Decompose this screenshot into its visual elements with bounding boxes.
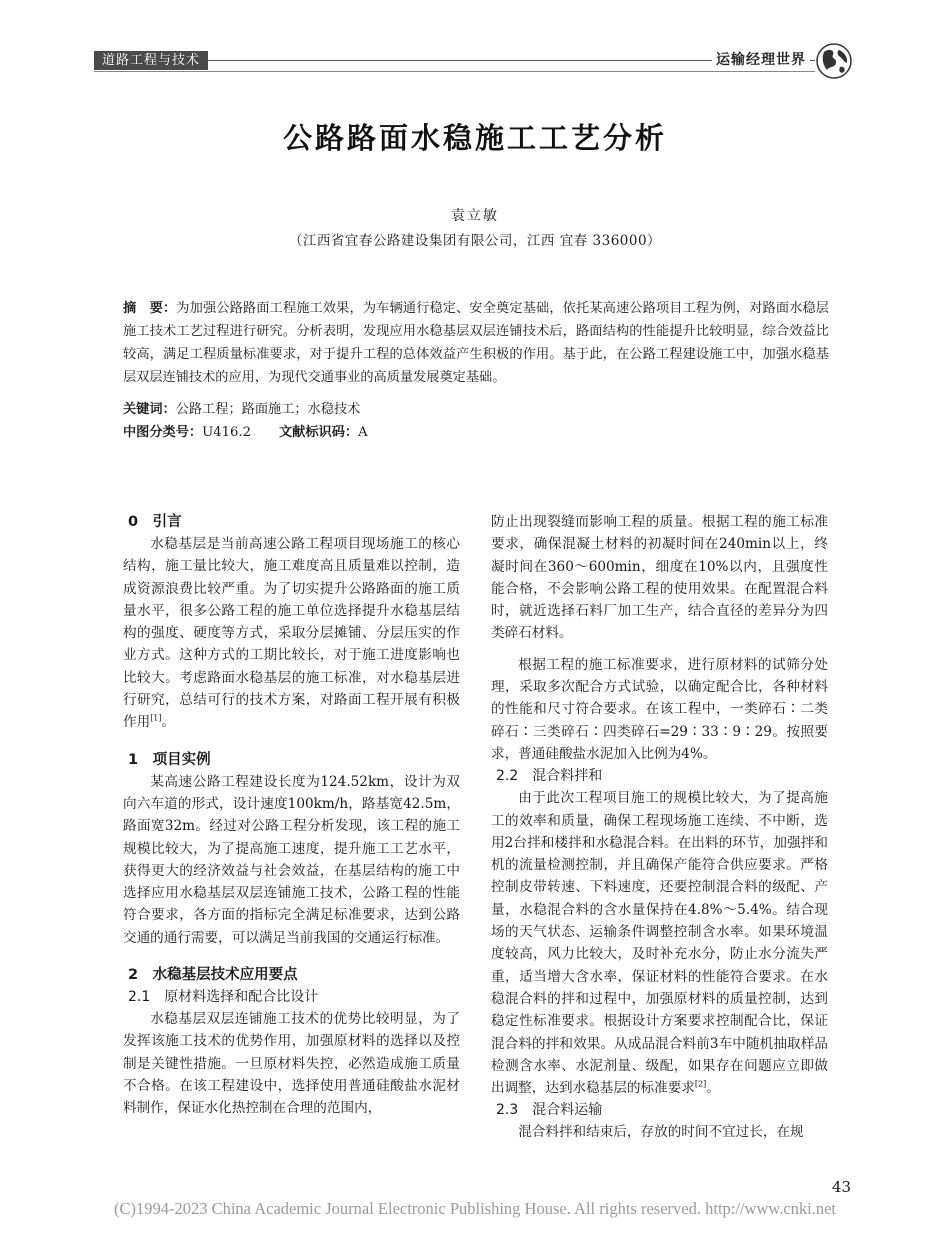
- article-title: 公路路面水稳施工工艺分析: [282, 121, 667, 155]
- section-tag: 道路工程与技术: [94, 51, 208, 70]
- citation-ref: [2]: [694, 1079, 707, 1089]
- abstract-text: 为加强公路路面工程施工效果，为车辆通行稳定、安全奠定基础，依托某高速公路项目工程为例，对路面水稳层施工技术工艺过程进行研究。分析表明，发现应用水稳基层双层连铺技术后，路面结构的性能提升比较明显，综合效益比较高，满足工程质量标准要求，对于提升工程的总体效益产生积极的作用。基于此，在公路工程建设施工中，加强水稳基层双层连铺技术的应用，为现代交通事业的高质量发展奠定基础。: [123, 301, 829, 385]
- journal-name: 运输经理世界: [712, 50, 810, 70]
- paragraph: 某高速公路工程建设长度为124.52km，设计为双向六车道的形式，设计速度100km/h，路基宽42.5m，路面宽32m。经过对公路工程分析发现，该工程的施工规模比较大，为了提高施工速度，提升施工工艺水平，获得更大的经济效益与社会效益，在基层结构的施工中选择应用水稳基层双层连铺施工技术，公路工程的性能符合要求，各方面的指标完全满足标准要求，达到公路交通的通行需要，可以满足当前我国的交通运行标准。: [123, 773, 460, 946]
- section-heading-2: 2 水稳基层技术应用要点: [128, 967, 298, 984]
- paragraph: 水稳基层双层连铺施工技术的优势比较明显，为了发挥该施工技术的优势作用，加强原材料的选择以及控制是关键性措施。一旦原材料失控，必然造成施工质量不合格。在该工程建设中，选择使用普通硅酸盐水泥材料制作，保证水化热控制在合理的范围内，: [123, 1011, 460, 1117]
- clc-value: U416.2: [202, 425, 251, 440]
- abstract: [123, 297, 829, 389]
- citation-ref: [1]: [150, 713, 162, 723]
- body-column-right: [491, 511, 828, 1144]
- header-rule-bottom: [94, 71, 815, 72]
- paragraph-continued: 防止出现裂缝而影响工程的质量。根据工程的施工标准要求，确保混凝土材料的初凝时间在240min以上，终凝时间在360～600min，细度在10%以内，且强度性能合格，不会影响公路工程的使用效果。在配置混合料时，就近选择石料厂加工生产，结合直径的差异分为四类碎石材料。: [491, 514, 828, 642]
- abstract-label: 摘 要：: [123, 301, 177, 316]
- paragraph: 根据工程的施工标准要求，进行原材料的试筛分处理，采取多次配合方式试验，以确定配合比，各种材料的性能和尺寸符合要求。在该工程中，一类碎石∶二类碎石∶三类碎石∶四类碎石=29∶33∶9∶29。按照要求，普通硅酸盐水泥加入比例为4%。: [491, 656, 828, 762]
- clc-label: 中图分类号：: [123, 425, 203, 440]
- doc-code-value: A: [358, 425, 368, 440]
- globe-icon: [815, 42, 853, 80]
- keywords: [123, 398, 829, 421]
- author-name: 袁立敏: [451, 208, 499, 224]
- body-column-left: [123, 511, 460, 1120]
- copyright-notice: (C)1994-2023 China Academic Journal Electronic Publishing House. All rights reserved. http://www.cnki.net: [113, 1199, 837, 1218]
- paragraph: 混合料拌和结束后，存放的时间不宜过长，在规: [518, 1124, 804, 1141]
- page-number: 43: [832, 1178, 852, 1196]
- subsection-heading-2-3: 2.3 混合料运输: [496, 1102, 603, 1119]
- keywords-text: 公路工程；路面施工；水稳技术: [175, 402, 361, 417]
- section-heading-0: 0 引言: [128, 514, 182, 530]
- subsection-heading-2-1: 2.1 原材料选择和配合比设计: [128, 989, 319, 1006]
- keywords-label: 关键词：: [123, 402, 176, 417]
- paragraph: 由于此次工程项目施工的规模比较大，为了提高施工的效率和质量，确保工程现场施工连续、不中断，选用2台拌和楼拌和水稳混合料。在出料的环节，加强拌和机的流量检测控制，并且确保产能符合供应要求。严格控制皮带转速、下料速度，还要控制混合料的级配、产量，水稳混合料的含水量保持在4.8%～5.4%。结合现场的天气状态、运输条件调整控制含水率。如果环境温度较高，风力比较大，及时补充水分，防止水分流失严重，适当增大含水率，保证材料的性能符合要求。在水稳混合料的拌和过程中，加强原材料的质量控制，达到稳定性标准要求。根据设计方案要求控制配合比，保证混合料的拌和效果。从成品混合料前3车中随机抽取样品检测含水率、水泥剂量、级配，如果存在问题应立即做出调整，达到水稳基层的标准要求[2]。: [491, 790, 828, 1097]
- section-heading-1: 1 项目实例: [128, 751, 211, 768]
- subsection-heading-2-2: 2.2 混合料拌和: [496, 768, 603, 785]
- doc-code-label: 文献标识码：: [279, 425, 359, 440]
- author-affiliation: （江西省宜春公路建设集团有限公司，江西 宜春 336000）: [288, 233, 662, 249]
- paragraph: 水稳基层是当前高速公路工程项目现场施工的核心结构，施工量比较大，施工难度高且质量难以控制，造成资源浪费比较严重。为了切实提升公路路面的施工质量水平，很多公路工程的施工单位选择提升水稳基层结构的强度、硬度等方式，采取分层摊铺、分层压实的作业方式。这种方式的工期比较长，对于施工进度影响也比较大。考虑路面水稳基层的施工标准，对水稳基层进行研究，总结可行的技术方案，对路面工程开展有积极作用[1]。: [123, 536, 460, 731]
- classification: [123, 421, 829, 444]
